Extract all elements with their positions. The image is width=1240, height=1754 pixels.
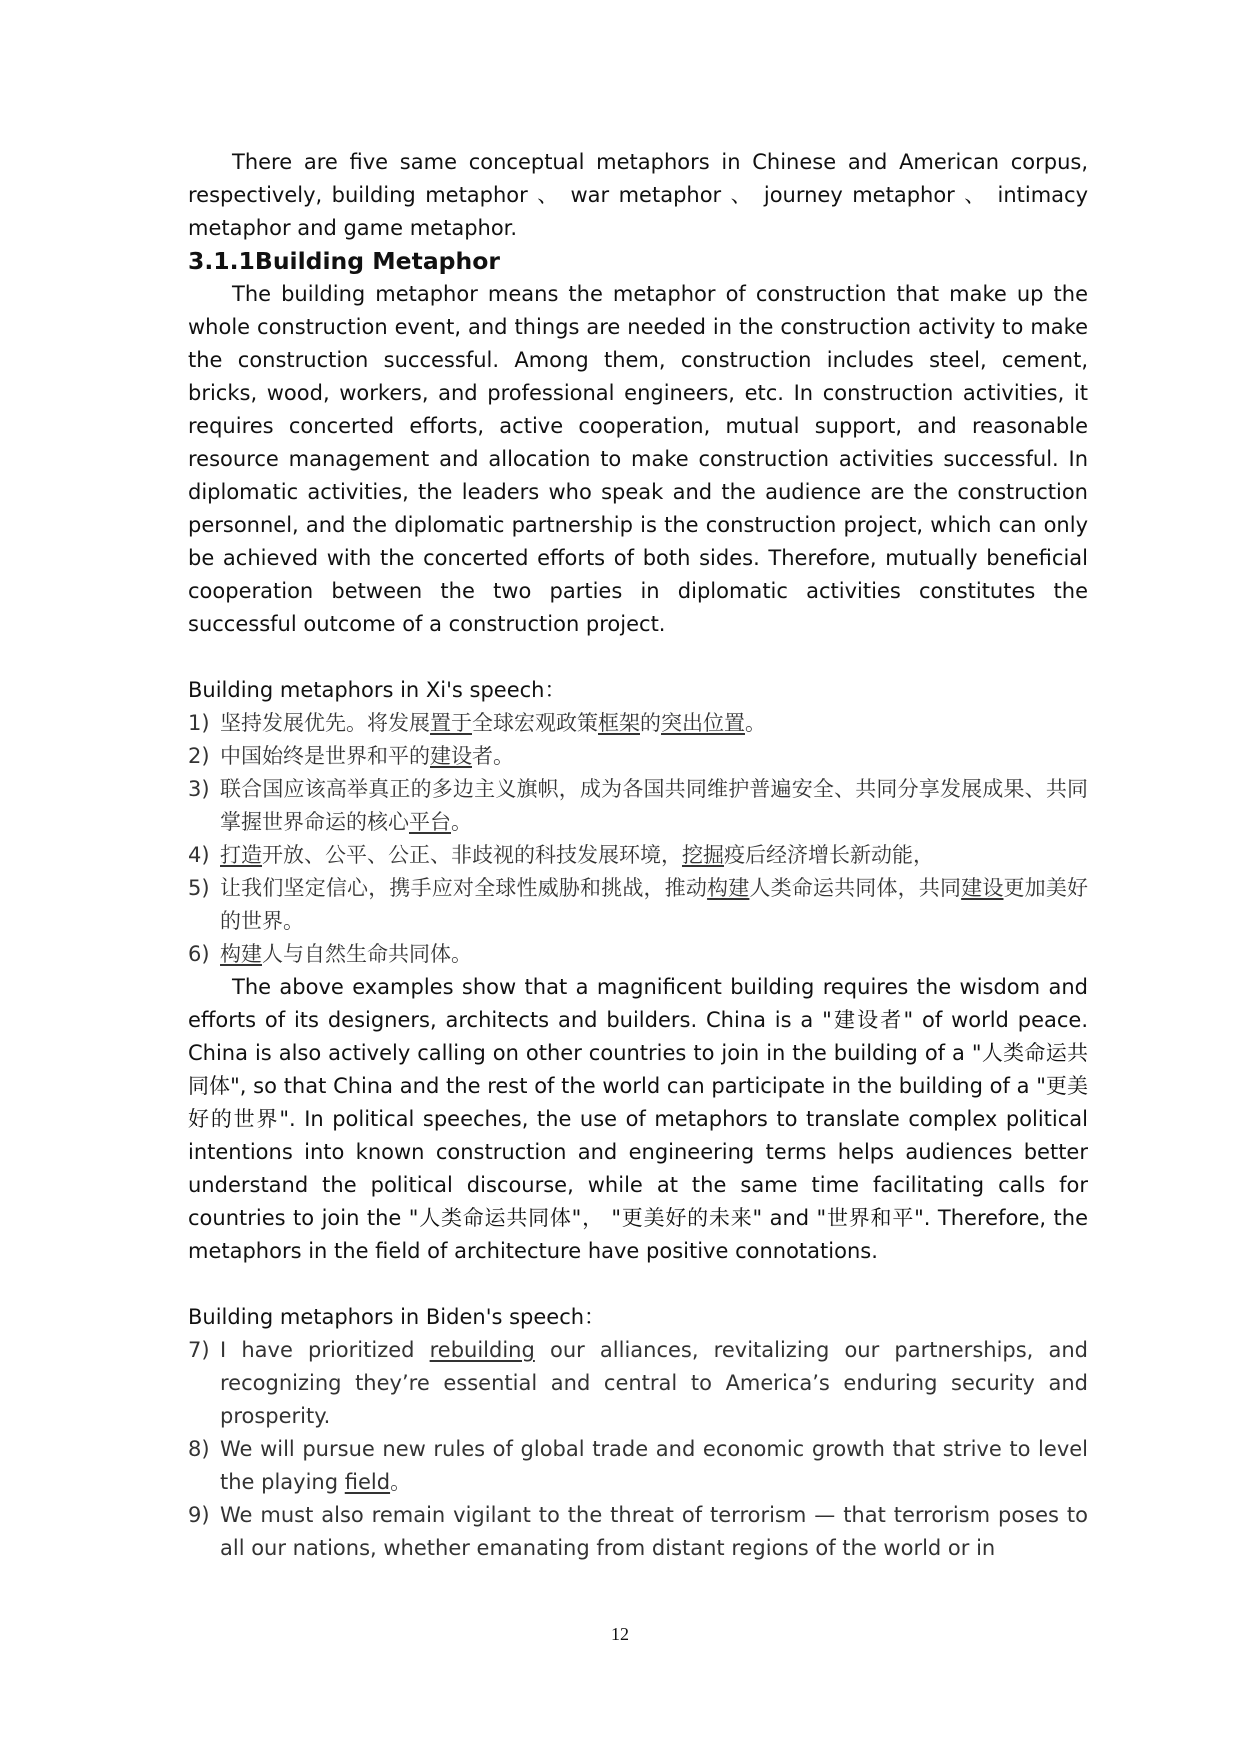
biden-example-2 <box>188 1433 1088 1499</box>
definition-paragraph: The building metaphor means the metaphor of construction that make up the whole construction event, and things are needed in the construction activity to make the construction successful. Among them, construction includes steel, cement, bricks, wood, workers, and professional engineers, etc. In construction activities, it requires concerted efforts, active cooperation, mutual support, and reasonable resource management and allocation to make construction activities successful. In diplomatic activities, the leaders who speak and the audience are the construction personnel, and the diplomatic partnership is the construction project, which can only be achieved with the concerted efforts of both sides. Therefore, mutually beneficial cooperation between the two parties in diplomatic activities constitutes the successful outcome of a construction project. <box>188 282 1088 636</box>
text-segment: 人类命运共同体，共同 <box>749 876 962 900</box>
text-segment: 更加美好的世界。 <box>220 876 1089 933</box>
example-text <box>220 1499 1088 1565</box>
example-text <box>220 1334 1088 1433</box>
example-text <box>220 938 1088 971</box>
text-segment: 者。 <box>472 744 514 768</box>
text-segment: 让我们坚定信心，携手应对全球性威胁和挑战，推动 <box>220 876 708 900</box>
document-body <box>188 146 1088 1565</box>
example-text <box>220 872 1088 938</box>
section-heading: 3.1.1Building Metaphor <box>188 247 500 275</box>
xi-example-2 <box>188 740 1088 773</box>
underlined-term: rebuilding <box>429 1338 535 1362</box>
example-text <box>220 707 1088 740</box>
example-number: 7) <box>188 1338 217 1362</box>
example-text <box>220 740 1088 773</box>
text-segment: 联合国应该高举真正的多边主义旗帜，成为各国共同维护普遍安全、共同分享发展成果、共同掌握世界命运的核心 <box>220 777 1088 834</box>
xi-examples-list <box>188 707 1088 971</box>
example-number: 1) <box>188 711 217 735</box>
text-segment: 全球宏观政策 <box>472 711 598 735</box>
underlined-term: 置于 <box>430 711 472 735</box>
example-text <box>220 1433 1088 1499</box>
example-number: 5) <box>188 876 217 900</box>
text-segment: 中国始终是世界和平的 <box>220 744 430 768</box>
underlined-term: field <box>344 1470 391 1494</box>
text-segment: I have prioritized <box>220 1338 430 1362</box>
text-segment: our alliances, revitalizing our partnerships, and recognizing they’re essential and central to America’s enduring security and prosperity. <box>220 1338 1088 1428</box>
example-number: 6) <box>188 942 217 966</box>
example-number: 9) <box>188 1503 217 1527</box>
text-segment: We must also remain vigilant to the threat of terrorism — that terrorism poses to all our nations, whether emanating from distant regions of the world or in <box>220 1503 1088 1560</box>
underlined-term: 建设 <box>961 876 1004 900</box>
example-number: 3) <box>188 777 217 801</box>
example-text <box>220 839 1088 872</box>
text-segment: 。 <box>745 711 766 735</box>
example-number: 8) <box>188 1437 217 1461</box>
underlined-term: 挖掘 <box>682 843 724 867</box>
underlined-term: 突出位置 <box>661 711 745 735</box>
underlined-term: 构建 <box>707 876 750 900</box>
underlined-term: 构建 <box>220 942 262 966</box>
text-segment: 。 <box>451 810 472 834</box>
biden-examples-label: Building metaphors in Biden's speech： <box>188 1305 606 1329</box>
example-number: 2) <box>188 744 217 768</box>
underlined-term: 框架 <box>598 711 640 735</box>
biden-examples-list <box>188 1334 1088 1565</box>
text-segment: 的 <box>640 711 661 735</box>
example-text <box>220 773 1088 839</box>
intro-paragraph: There are five same conceptual metaphors in Chinese and American corpus, respectively, building metaphor 、 war metaphor 、 journey metaphor 、 intimacy metaphor and game metaphor. <box>188 150 1088 240</box>
text-segment: We will pursue new rules of global trade and economic growth that strive to level the playing <box>220 1437 1088 1494</box>
xi-examples-label: Building metaphors in Xi's speech： <box>188 678 566 702</box>
biden-example-1 <box>188 1334 1088 1433</box>
underlined-term: 打造 <box>220 843 262 867</box>
xi-example-1 <box>188 707 1088 740</box>
page-number: 12 <box>611 1624 629 1644</box>
underlined-term: 平台 <box>409 810 451 834</box>
example-number: 4) <box>188 843 217 867</box>
text-segment: 人与自然生命共同体。 <box>262 942 472 966</box>
xi-example-5 <box>188 872 1088 938</box>
analysis-paragraph: The above examples show that a magnificent building requires the wisdom and efforts of its designers, architects and builders. China is a "建设者" of world peace. China is also actively calling on other countries to join in the building of a "人类命运共同体", so that China and the rest of the world can participate in the building of a "更美好的世界". In political speeches, the use of metaphors to translate complex political intentions into known construction and engineering terms helps audiences better understand the political discourse, while at the same time facilitating calls for countries to join the "人类命运共同体"， "更美好的未来" and "世界和平". Therefore, the metaphors in the field of architecture have positive connotations. <box>188 975 1088 1263</box>
spacer <box>188 641 1088 674</box>
text-segment: 。 <box>390 1470 412 1494</box>
spacer <box>188 1268 1088 1301</box>
text-segment: 坚持发展优先。将发展 <box>220 711 430 735</box>
xi-example-3 <box>188 773 1088 839</box>
xi-example-6 <box>188 938 1088 971</box>
text-segment: 疫后经济增长新动能， <box>724 843 934 867</box>
underlined-term: 建设 <box>430 744 472 768</box>
xi-example-4 <box>188 839 1088 872</box>
biden-example-3 <box>188 1499 1088 1565</box>
text-segment: 开放、公平、公正、非歧视的科技发展环境， <box>262 843 682 867</box>
